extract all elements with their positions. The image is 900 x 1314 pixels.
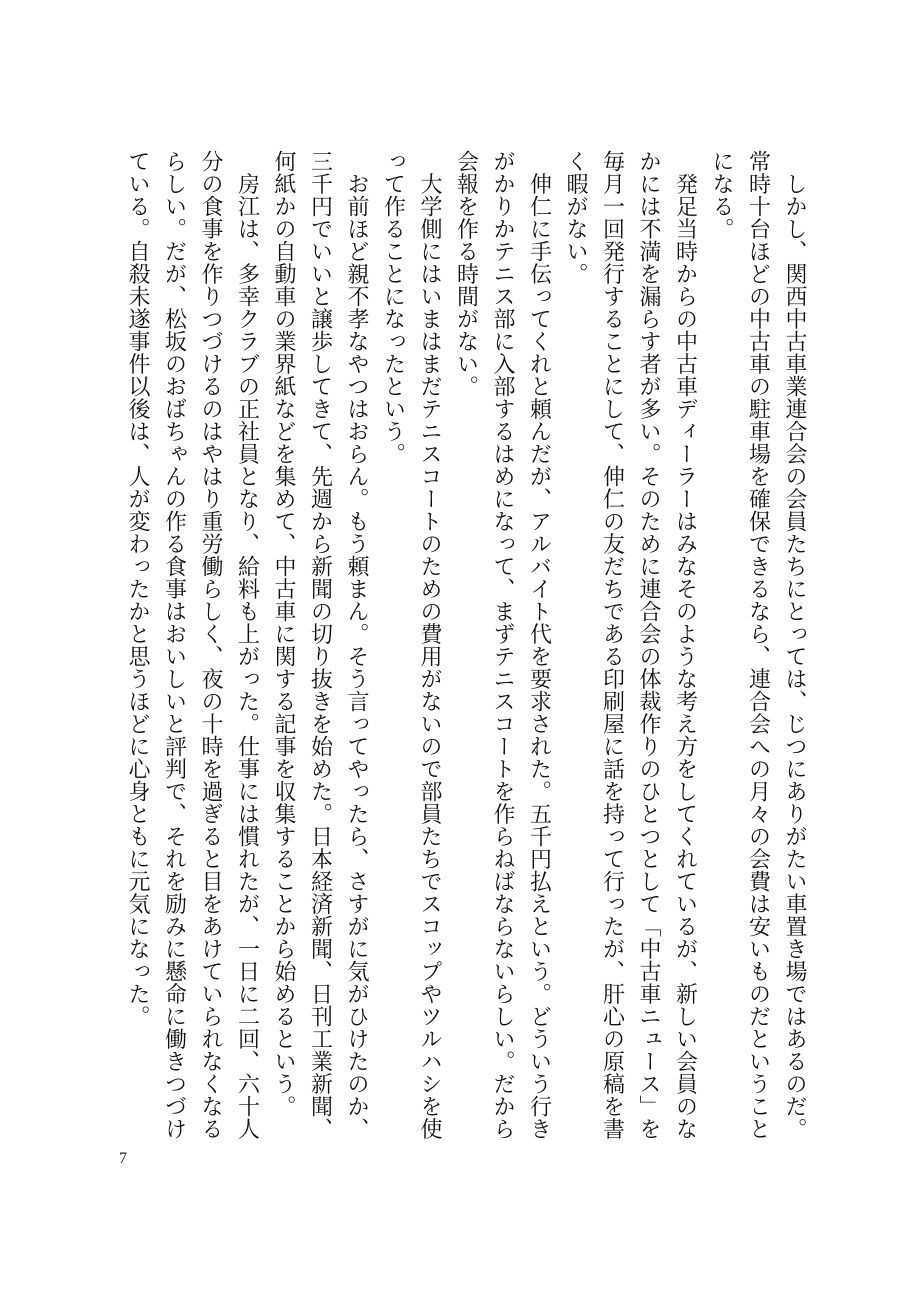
paragraph: 発足当時からの中古車ディーラーはみなそのような考え方をしてくれているが、新しい会員のなかには不満を漏らす者が多い。そのために連合会の体裁作りのひとつとして「中古車ニュース」を毎月一回発行することにして、伸仁の友だちである印刷屋に話を持って行ったが、肝心の原稿を書く暇がない。 [563, 150, 698, 1140]
body-text [119, 150, 813, 1140]
page-number: 7 [119, 1150, 127, 1167]
paragraph: しかし、関西中古車業連合会の会員たちにとっては、じつにありがたい車置き場ではあるのだ。常時十台ほどの中古車の駐車場を確保できるなら、連合会への月々の会費は安いものだということになる。 [709, 150, 807, 1140]
paragraph: 大学側にはいまはまだテニスコートのための費用がないので部員たちでスコップやツルハシを使って作ることになったという。 [380, 150, 442, 1140]
paragraph: 房江は、多幸クラブの正社員となり、給料も上がった。仕事には慣れたが、一日に二回、六十人分の食事を作りつづけるのはやはり重労働らしく、夜の十時を過ぎると目をあけていられなくなるらしい。だが、松坂のおばちゃんの作る食事はおいしいと評判で、それを励みに懸命に働きつづけている。自殺未遂事件以後は、人が変わったかと思うほどに心身ともに元気になった。 [125, 150, 260, 1140]
paragraph: 伸仁に手伝ってくれと頼んだが、アルバイト代を要求された。五千円払えという。どういう行きがかりかテニス部に入部するはめになって、まずテニスコートを作らねばならないらしい。だから会報を作る時間がない。 [453, 150, 552, 1140]
paragraph: お前ほど親不孝なやつはおらん。もう頼まん。そう言ってやったら、さすがに気がひけたのか、三千円でいいと譲歩してきて、先週から新聞の切り抜きを始めた。日本経済新聞、日刊工業新聞、何紙かの自動車の業界紙などを集めて、中古車に関する記事を収集することから始めるという。 [271, 150, 369, 1140]
